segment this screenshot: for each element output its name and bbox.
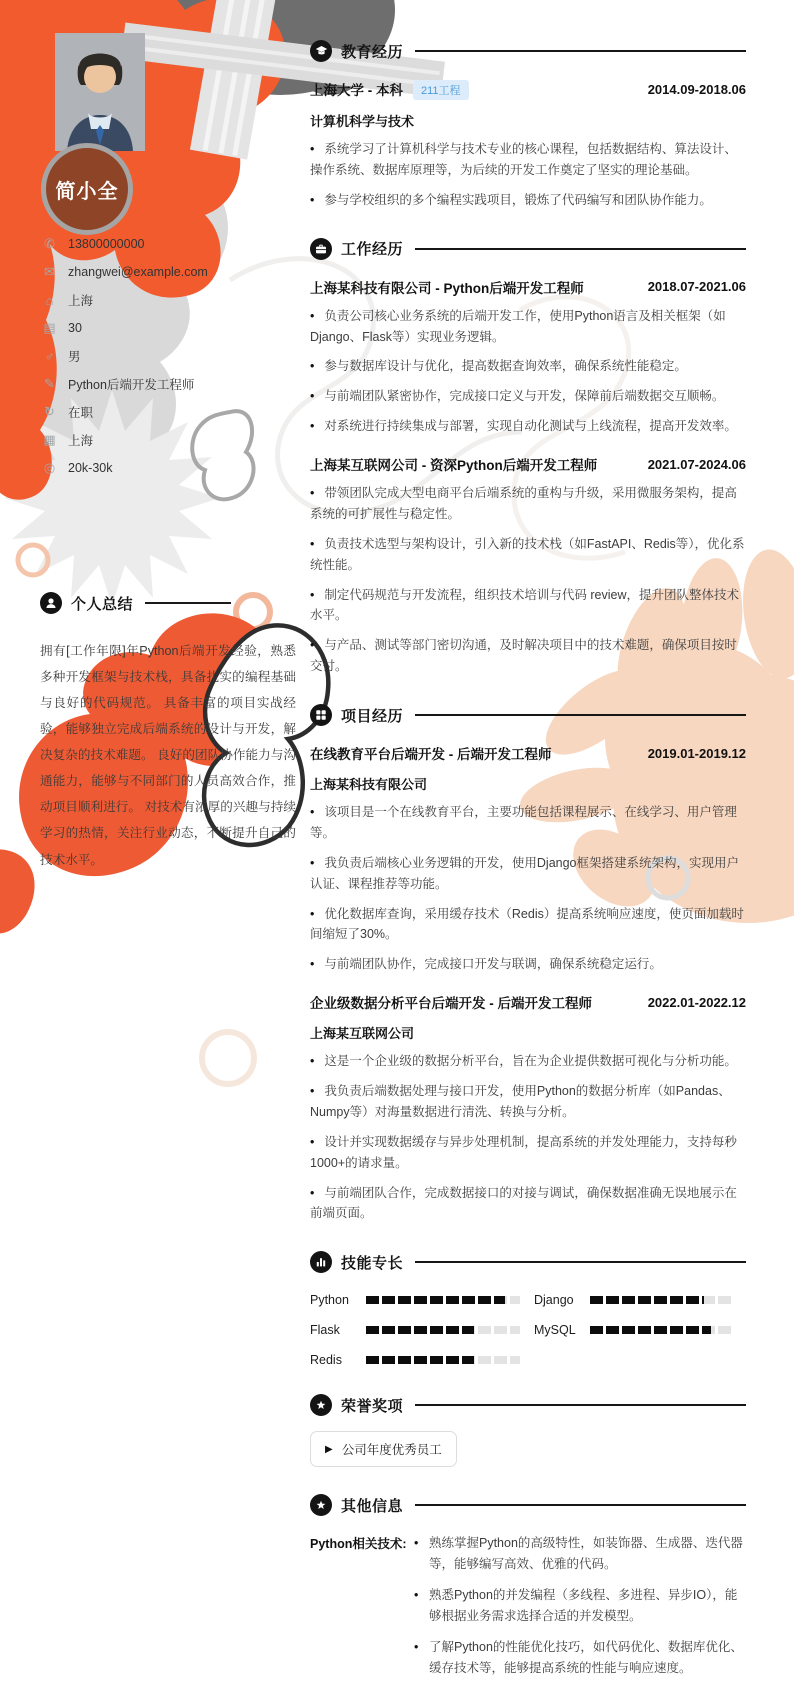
skills-title: 技能专长: [341, 1254, 404, 1272]
skill-bar: [590, 1296, 732, 1304]
status-value: 在职: [68, 406, 94, 420]
main-content: [310, 26, 746, 1689]
project-date: 2022.01-2022.12: [647, 994, 746, 1010]
contact-phone: [42, 230, 300, 258]
skill-name: Python: [310, 1293, 349, 1308]
projects-header: [310, 704, 746, 726]
education-rule: [415, 50, 746, 52]
education-entry-head: [310, 79, 746, 100]
skill-bar: [366, 1296, 520, 1304]
salary-icon: ◎: [43, 460, 56, 475]
project-bullet: • 与前端团队协作，完成接口开发与联调，确保系统稳定运行。: [310, 954, 746, 975]
education-bullet: • 系统学习了计算机科学与技术专业的核心课程，包括数据结构、算法设计、操作系统、数据库原理等，为后续的开发工作奠定了坚实的理论基础。: [310, 139, 746, 181]
project-entry: [310, 743, 746, 975]
major: 计算机科学与技术: [310, 114, 415, 129]
other-bullet: • 熟悉Python的并发编程（多线程、多进程、异步IO），能够根据业务需求选择合适的并发模型。: [414, 1585, 746, 1627]
home-icon: ⌂: [45, 292, 54, 308]
job-bullet: • 对系统进行持续集成与部署，实现自动化测试与上线流程，提高开发效率。: [310, 416, 746, 437]
honor-badge[interactable]: [310, 1431, 457, 1467]
contact-city: [42, 426, 300, 454]
project-bullet: • 我负责后端核心业务逻辑的开发，使用Django框架搭建系统架构，实现用户认证、课程推荐等功能。: [310, 853, 746, 895]
project-entry: [310, 992, 746, 1224]
education-header: [310, 40, 746, 62]
job-title: 上海某科技有限公司 - Python后端开发工程师: [310, 280, 584, 296]
contact-status: [42, 398, 300, 426]
skills-grid: [310, 1293, 746, 1367]
honors-header: [310, 1394, 746, 1416]
job-bullet: • 带领团队完成大型电商平台后端系统的重构与升级，采用微服务架构，提高系统的可扩展性与稳定性。: [310, 483, 746, 525]
skill-mysql: [534, 1323, 746, 1337]
project-entry-head: [310, 743, 746, 763]
project-bullet: • 优化数据库查询，采用缓存技术（Redis）提高系统响应速度，使页面加载时间缩短了30%。: [310, 904, 746, 946]
project-title: 在线教育平台后端开发 - 后端开发工程师: [310, 747, 552, 762]
other-section: [310, 1494, 746, 1688]
gender-icon: ♂: [44, 348, 55, 364]
contact-home: [42, 286, 300, 314]
other-title: 其他信息: [341, 1497, 404, 1515]
skill-bar: [590, 1326, 732, 1334]
job-date: 2021.07-2024.06: [647, 456, 746, 472]
job-entry: [310, 277, 746, 437]
gender-value: 男: [68, 350, 81, 364]
work-title: 工作经历: [341, 241, 404, 259]
projects-title: 项目经历: [341, 707, 404, 725]
phone-value: 13800000000: [68, 237, 145, 251]
education-bullet: • 参与学校组织的多个编程实践项目，锻炼了代码编写和团队协作能力。: [310, 190, 746, 211]
project-bullet: • 我负责后端数据处理与接口开发，使用Python的数据分析库（如Pandas、Numpy等）对海量数据进行清洗、转换与分析。: [310, 1081, 746, 1123]
project-entry-head: [310, 992, 746, 1012]
salary-value: 20k-30k: [68, 461, 113, 475]
contact-gender: [42, 342, 300, 370]
project-bullet: • 设计并实现数据缓存与异步处理机制，提高系统的并发处理能力，支持每秒1000+的请求量。: [310, 1132, 746, 1174]
status-icon: ↻: [44, 404, 55, 419]
star-badge-icon: [310, 1394, 332, 1416]
education-title: 教育经历: [341, 43, 404, 61]
education-bullets: [310, 139, 746, 211]
job-bullets: [310, 306, 746, 437]
person-icon: [40, 592, 62, 614]
skill-bar: [366, 1326, 520, 1334]
profile-photo: [55, 33, 145, 151]
job-entry-head: [310, 454, 746, 474]
bar-chart-icon: [310, 1251, 332, 1273]
skills-header: [310, 1251, 746, 1273]
project-bullets: [310, 802, 746, 975]
summary-rule: [145, 602, 231, 604]
summary-title: 个人总结: [71, 595, 134, 613]
education-date: 2014.09-2018.06: [647, 82, 746, 97]
project-title: 企业级数据分析平台后端开发 - 后端开发工程师: [310, 996, 592, 1012]
school-tag: 211工程: [413, 80, 469, 100]
skill-name: MySQL: [534, 1323, 576, 1338]
contact-job-title: [42, 370, 300, 398]
project-bullets: [310, 1051, 746, 1224]
age-value: 30: [68, 321, 82, 335]
job-bullet: • 负责公司核心业务系统的后端开发工作，使用Python语言及相关框架（如Django、Flask等）实现业务逻辑。: [310, 306, 746, 348]
contact-list: [42, 230, 300, 482]
name-badge: [41, 143, 133, 235]
city-value: 上海: [68, 434, 94, 448]
summary-header: [40, 592, 296, 614]
skill-python: [310, 1293, 534, 1307]
work-rule: [415, 248, 746, 250]
candidate-name: 简小全: [55, 180, 119, 203]
grid-icon: [310, 704, 332, 726]
job-bullet: • 制定代码规范与开发流程，组织技术培训与代码 review，提升团队整体技术水平。: [310, 585, 746, 627]
other-header: [310, 1494, 746, 1516]
work-section: [310, 238, 746, 677]
honor-label: 公司年度优秀员工: [341, 1443, 442, 1458]
job-entry: [310, 454, 746, 677]
job-entry-head: [310, 277, 746, 297]
project-bullet: • 这是一个企业级的数据分析平台，旨在为企业提供数据可视化与分析功能。: [310, 1051, 746, 1072]
city-icon: ▦: [43, 432, 56, 447]
skill-name: Django: [534, 1293, 574, 1308]
education-section: [310, 40, 746, 211]
skill-name: Redis: [310, 1353, 342, 1368]
projects-rule: [415, 714, 746, 716]
job-bullet: • 负责技术选型与架构设计，引入新的技术栈（如FastAPI、Redis等），优化系统性能。: [310, 534, 746, 576]
honors-title: 荣誉奖项: [341, 1397, 404, 1415]
skill-bar: [366, 1356, 520, 1364]
project-bullet: • 该项目是一个在线教育平台，主要功能包括课程展示、在线学习、用户管理等。: [310, 802, 746, 844]
home-value: 上海: [68, 294, 94, 308]
graduation-cap-icon: [310, 40, 332, 62]
phone-icon: ✆: [44, 236, 55, 251]
job-icon: ✎: [44, 376, 55, 391]
skill-flask: [310, 1323, 534, 1337]
honors-section: [310, 1394, 746, 1467]
job-bullet: • 参与数据库设计与优化，提高数据查询效率，确保系统性能稳定。: [310, 356, 746, 377]
school-name: 上海大学 - 本科 211工程: [310, 79, 469, 100]
other-bullet: • 熟练掌握Python的高级特性，如装饰器、生成器、迭代器等，能够编写高效、优雅的代码。: [414, 1533, 746, 1575]
projects-section: [310, 704, 746, 1224]
other-bullets: [414, 1533, 746, 1688]
skill-django: [534, 1293, 746, 1307]
other-bullet: • 了解Python的性能优化技巧，如代码优化、数据库优化、缓存技术等，能够提高系统的性能与响应速度。: [414, 1637, 746, 1679]
email-value: zhangwei@example.com: [68, 265, 208, 279]
other-rule: [415, 1504, 746, 1506]
honors-rule: [415, 1404, 746, 1406]
contact-email: [42, 258, 300, 286]
skills-section: [310, 1251, 746, 1367]
email-icon: ✉: [44, 264, 55, 279]
other-label: Python相关技术:: [310, 1537, 407, 1552]
age-icon: ▤: [43, 320, 56, 335]
contact-age: [42, 314, 300, 342]
work-header: [310, 238, 746, 260]
play-triangle-icon: ▶: [325, 1443, 333, 1455]
skills-rule: [415, 1261, 746, 1263]
job-bullet: • 与前端团队紧密协作，完成接口定义与开发，保障前后端数据交互顺畅。: [310, 386, 746, 407]
project-date: 2019.01-2019.12: [647, 745, 746, 761]
star-circle-icon: [310, 1494, 332, 1516]
project-company: 上海某互联网公司: [310, 1026, 415, 1042]
job-title: 上海某互联网公司 - 资深Python后端开发工程师: [310, 458, 598, 473]
job-title-value: Python后端开发工程师: [68, 378, 195, 392]
summary-section: [40, 592, 296, 873]
briefcase-icon: [310, 238, 332, 260]
other-content: [310, 1533, 746, 1688]
project-bullet: • 与前端团队合作，完成数据接口的对接与调试，确保数据准确无误地展示在前端页面。: [310, 1183, 746, 1225]
job-bullet: • 与产品、测试等部门密切沟通，及时解决项目中的技术难题，确保项目按时交付。: [310, 635, 746, 677]
skill-redis: [310, 1353, 534, 1367]
job-date: 2018.07-2021.06: [647, 279, 746, 295]
project-company: 上海某科技有限公司: [310, 777, 428, 792]
summary-text: 拥有[工作年限]年Python后端开发经验，熟悉多种开发框架与技术栈，具备扎实的编程基础与良好的代码规范。 具备丰富的项目实战经验，能够独立完成后端系统的设计与开发，解决复杂的技术难题。 良好的团队协作能力与沟通能力，能够与不同部门的人员高效合作，推动项目顺利进行。 对技术有浓厚的兴趣与持续学习的热情，关注行业动态，不断提升自己的技术水平。: [40, 644, 296, 867]
skill-name: Flask: [310, 1323, 340, 1338]
contact-salary: [42, 454, 300, 482]
job-bullets: [310, 483, 746, 677]
profile-photo-image: [55, 33, 145, 151]
